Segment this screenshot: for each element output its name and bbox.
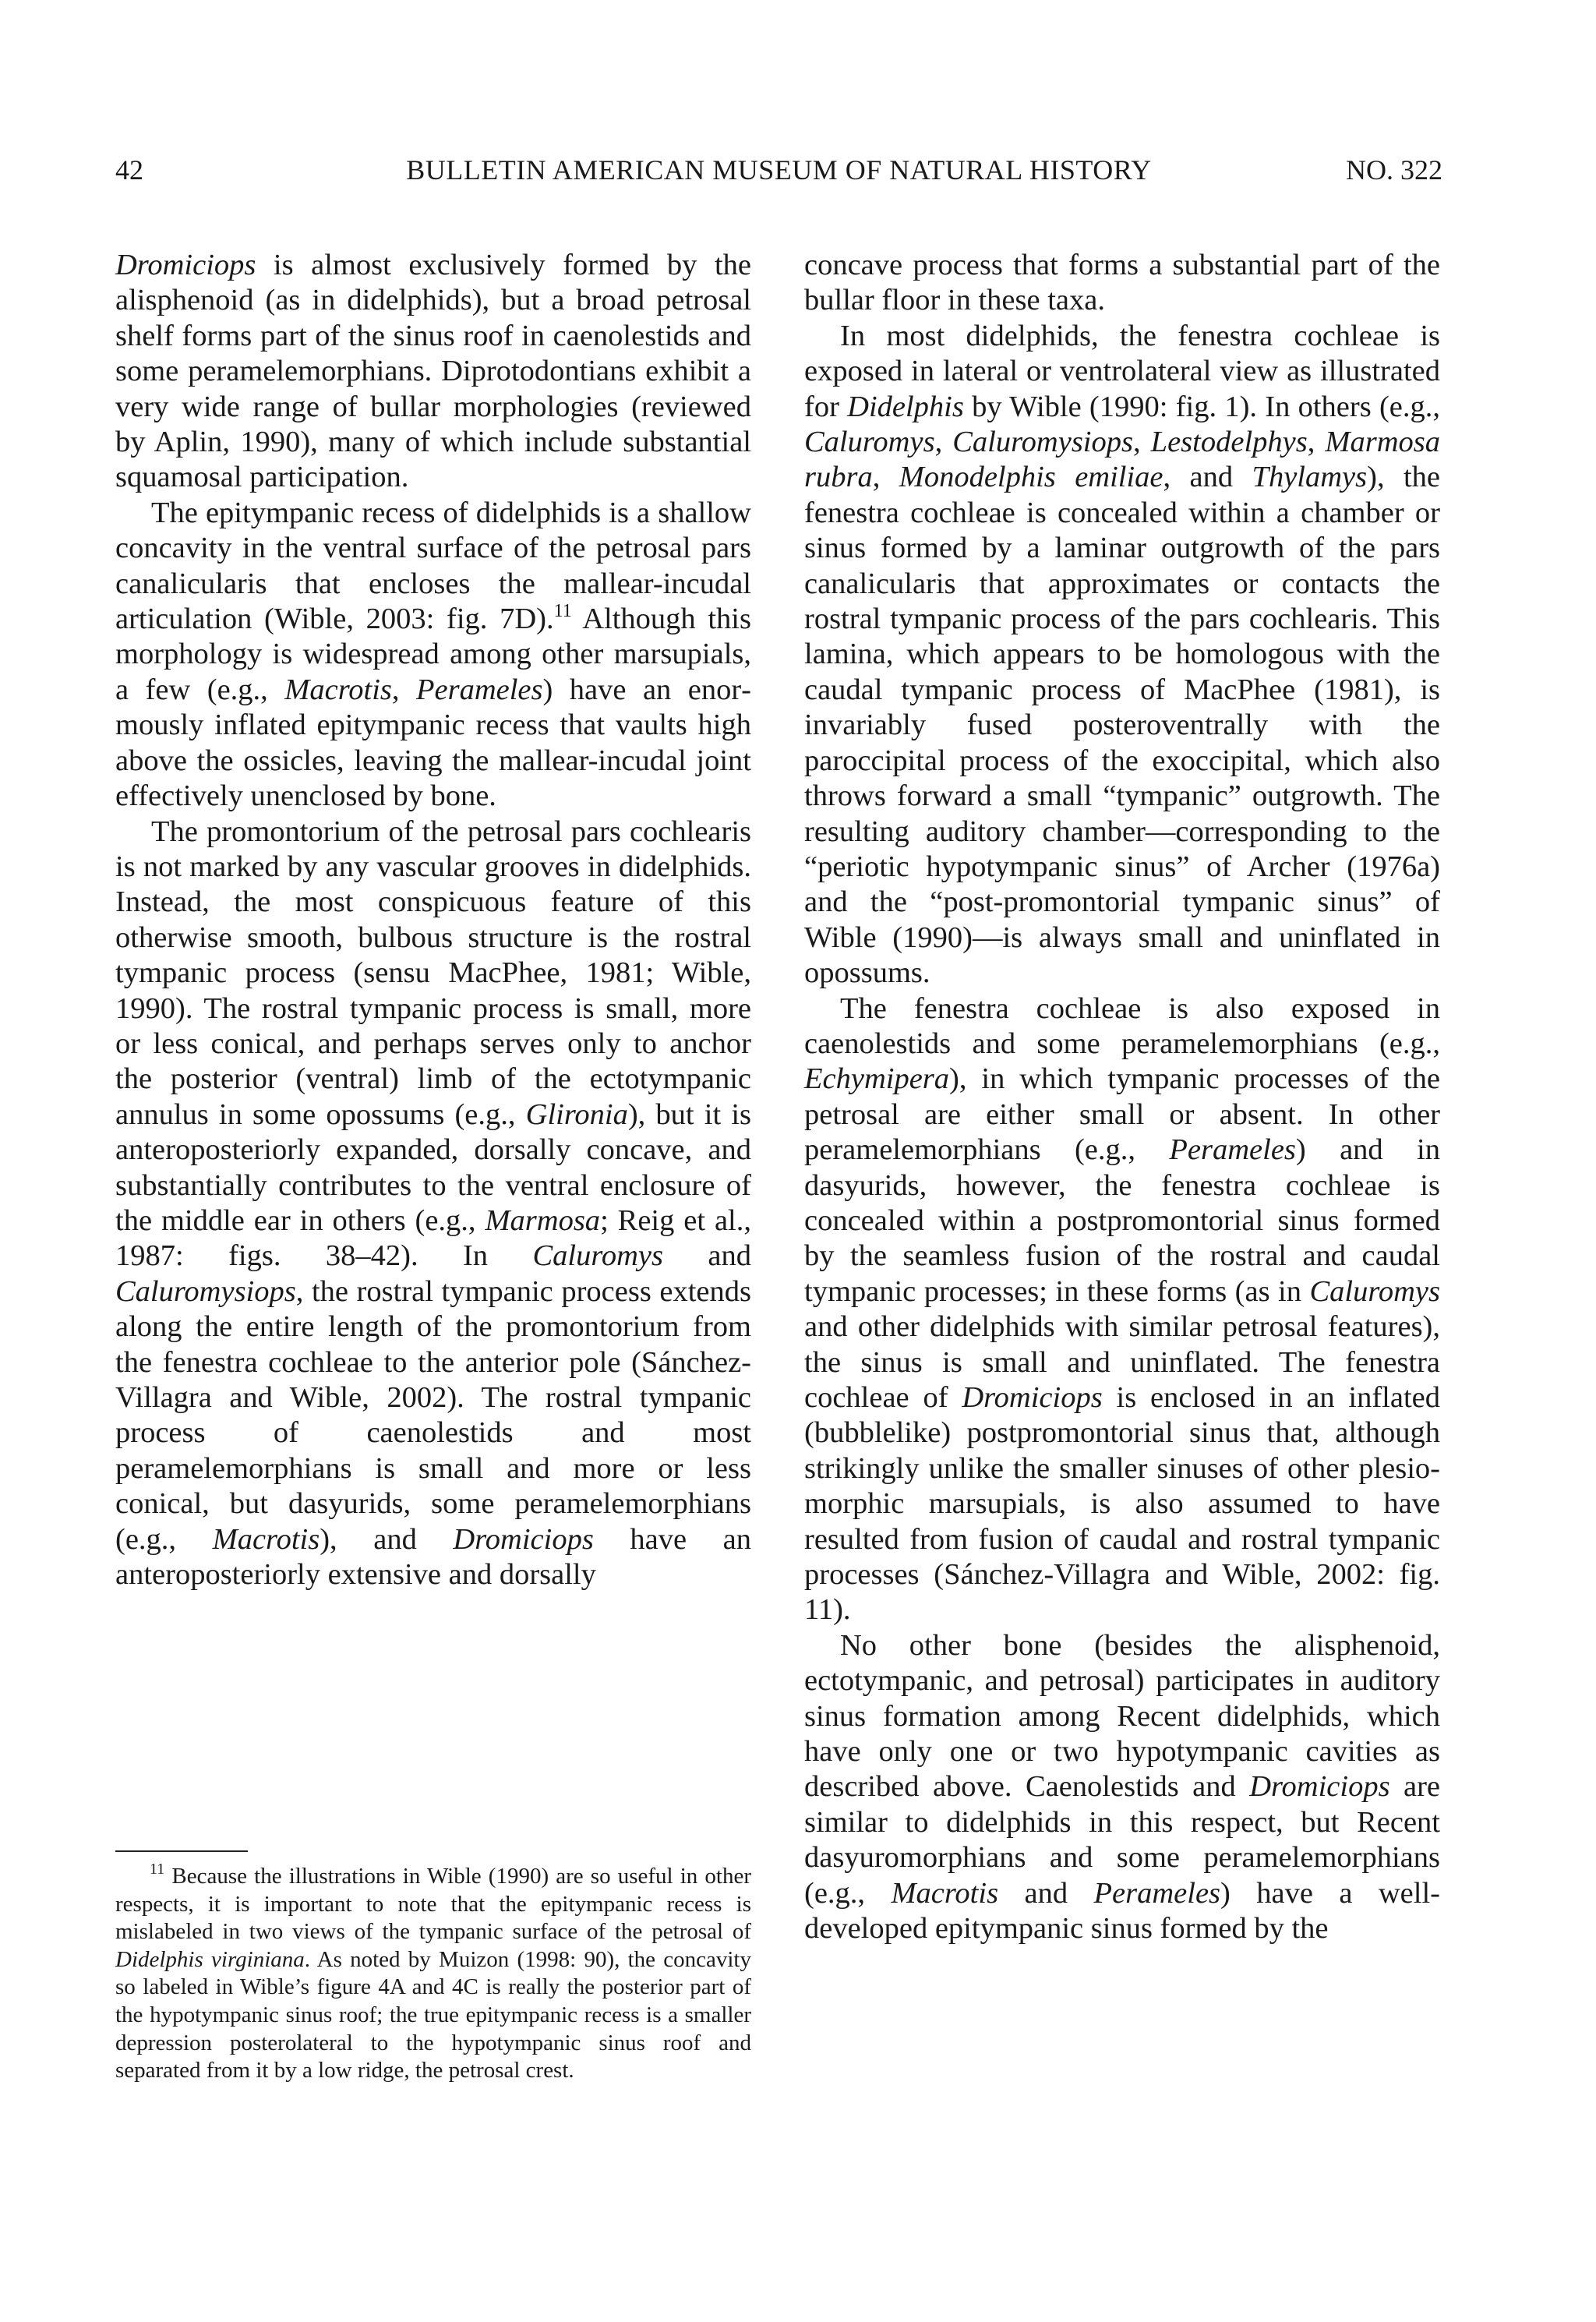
- issue-number: NO. 322: [1346, 154, 1442, 186]
- body-text: ), but it is anteroposteriorly expanded, dorsally concave, and substantially contributes to the ventral enclosure of the middle ear in others (e.g.,: [115, 1097, 751, 1237]
- body-text: concave process that forms a substantial part of the bullar floor in these taxa.: [804, 249, 1440, 317]
- body-text: ,: [1132, 426, 1151, 459]
- body-text: and: [998, 1876, 1094, 1910]
- body-text: Although this morphology is widespread among other marsupials, a few (e.g.,: [115, 603, 751, 706]
- taxon-name: Caluromys: [532, 1239, 664, 1273]
- taxon-name: Caluromys: [804, 426, 935, 459]
- taxon-name: Perameles: [1093, 1876, 1221, 1910]
- taxon-name: Macrotis: [284, 673, 392, 706]
- right-column: [804, 248, 1440, 1947]
- footnote-reference: 11: [553, 601, 572, 622]
- body-text: are similar to didelphids in this respect, but Recent dasyuromorphians and some peramelemorphians (e.g.,: [804, 1770, 1441, 1910]
- page-number: 42: [115, 154, 143, 186]
- footnote-text: Because the illustrations in Wible (1990) are so useful in other respects, it is important to note that the epitympanic recess is mislabeled in two views of the tympanic surface of the petrosal of: [115, 1864, 751, 1945]
- body-text: , and: [1163, 461, 1252, 494]
- body-text: ,: [872, 461, 899, 494]
- taxon-name: Dromiciops: [962, 1381, 1103, 1414]
- body-text: In most didelphids, the fenestra cochleae is exposed in lateral or ventrolateral view as illustrated for: [804, 319, 1440, 423]
- taxon-name: Perameles: [415, 673, 543, 706]
- footnote-mark: 11: [150, 1861, 165, 1878]
- taxon-name: Dromiciops: [1249, 1770, 1390, 1804]
- taxon-name: Macrotis: [212, 1522, 320, 1556]
- body-text: The fenestra cochleae is also exposed in caenolestids and some peramelemorphians (e.g.,: [804, 991, 1440, 1060]
- body-text: have an anteroposteriorly extensive and dorsally: [115, 1522, 751, 1592]
- footnote: [115, 1863, 751, 2085]
- left-column: [115, 248, 751, 1592]
- body-text: The promontorium of the petrosal pars cochlearis is not marked by any vascular grooves in didelphids. Instead, the most conspicuous feature of this otherwise smooth, bulbous structure is the rostral tympanic process (sensu MacPhee, 1981; Wible, 1990). The rostral tympanic process is small, more or less conical, and perhaps serves only to anchor the posterior (ventral) limb of the ectotympanic annulus in some opossums (e.g.,: [115, 815, 751, 1131]
- taxon-name: Marmosa: [485, 1203, 601, 1237]
- body-text: ,: [391, 673, 416, 706]
- body-text: is enclosed in an inflated (bubblelike) postpromontorial sinus that, although strikingly unlike the smaller sinuses of other plesiomorphic marsupials, is also assumed to have resulted from fusion of caudal and rostral tympanic processes (Sánchez-Villagra and Wible, 2002: fig. 11).: [804, 1381, 1440, 1627]
- body-text: ) and in dasyurids, however, the fenestra cochleae is concealed within a postpromontorial sinus formed by the seamless fusion of the rostral and caudal tympanic processes; in these forms (as in: [804, 1133, 1440, 1308]
- body-text: ,: [934, 426, 953, 459]
- left-paragraph-2: [115, 496, 751, 815]
- taxon-name: Caluromysiops: [952, 426, 1133, 459]
- taxon-name: Glironia: [525, 1097, 628, 1131]
- taxon-name: Caluromys: [1309, 1274, 1440, 1308]
- body-text: ), the fenestra cochleae is concealed within a chamber or sinus formed by a laminar outgrowth of the pars canalicularis that approximates or contacts the rostral tympanic process of the pars cochlearis. This lamina, which appears to be homologous with the caudal tympanic process of MacPhee (1981), is invariably fused posteroventrally with the paroccipital process of the exoccipital, which also throws forward a small “tympanic” outgrowth. The resulting auditory chamber—corresponding to the “periotic hypotympanic sinus” of Archer (1976a) and the “post-promontorial tympanic sinus” of Wible (1990)—is always small and uninflated in opossums.: [804, 461, 1441, 990]
- taxon-name: Caluromysiops: [115, 1274, 296, 1308]
- right-paragraph-2: [804, 319, 1440, 991]
- taxon-name: Marmosa rubra: [804, 426, 1440, 494]
- taxon-name: Lestodelphys: [1150, 426, 1308, 459]
- body-text: and other didelphids with similar petrosal features), the sinus is small and uninflated. The fenestra cochleae of: [804, 1310, 1440, 1414]
- body-text: ), and: [320, 1522, 454, 1556]
- body-text: ; Reig et al., 1987: figs. 38–42). In: [115, 1203, 752, 1273]
- body-text: by Wible (1990: fig. 1). In others (e.g.,: [963, 390, 1440, 423]
- body-text: is almost exclusively formed by the alisphenoid (as in didelphids), but a broad petrosal shelf forms part of the sinus roof in caenolestids and some peramelemorphians. Diprotodontians exhibit a very wide range of bullar morphologies (reviewed by Aplin, 1990), many of which include substantial squamosal participation.: [115, 249, 751, 494]
- taxon-name: Macrotis: [891, 1876, 999, 1910]
- taxon-name: Monodelphis emiliae: [899, 461, 1163, 494]
- body-text: ) have an enormously inflated epitympanic recess that vaults high above the ossicles, leaving the mallear-incudal joint effectively unenclosed by bone.: [115, 673, 751, 813]
- left-paragraph-3: [115, 815, 751, 1593]
- taxon-name: Didelphis: [847, 390, 964, 423]
- left-paragraph-1: [115, 248, 751, 496]
- taxon-name: Didelphis virginiana: [115, 1946, 305, 1972]
- body-text: ), in which tympanic processes of the petrosal are either small or absent. In other peramelemorphians (e.g.,: [804, 1062, 1440, 1167]
- taxon-name: Dromiciops: [453, 1522, 594, 1556]
- body-text: and: [663, 1239, 752, 1273]
- taxon-name: Thylamys: [1252, 461, 1368, 494]
- footnote-rule: [115, 1850, 248, 1852]
- footnote-paragraph: [115, 1863, 751, 2085]
- journal-title: BULLETIN AMERICAN MUSEUM OF NATURAL HISTORY: [406, 154, 1152, 186]
- taxon-name: Echymipera: [804, 1062, 950, 1096]
- taxon-name: Perameles: [1169, 1133, 1296, 1167]
- body-text: The epitympanic recess of didelphids is a shallow concavity in the ventral surface of the petrosal pars canalicularis that encloses the mallear-incudal articulation (Wible, 2003: fig. 7D).: [115, 496, 751, 636]
- taxon-name: Dromiciops: [115, 249, 256, 281]
- right-paragraph-4: [804, 1628, 1440, 1947]
- body-text: ) have a well-developed epitympanic sinus formed by the: [804, 1876, 1440, 1946]
- body-text: , the rostral tympanic process extends along the entire length of the promontorium from the fenestra cochleae to the anterior pole (Sánchez-Villagra and Wible, 2002). The rostral tympanic process of caenolestids and most peramelemorphians is small and more or less conical, but dasyurids, some peramelemorphians (e.g.,: [115, 1274, 751, 1556]
- body-text: No other bone (besides the alisphenoid, ectotympanic, and petrosal) participates in auditory sinus formation among Recent didelphids, which have only one or two hypotympanic cavities as described above. Caenolestids and: [804, 1628, 1440, 1804]
- body-text: ,: [1307, 426, 1326, 459]
- footnote-text: . As noted by Muizon (1998: 90), the concavity so labeled in Wible’s figure 4A and 4C is really the posterior part of the hypotympanic sinus roof; the true epitympanic recess is a smaller depression posterolateral to the hypotympanic sinus roof and separated from it by a low ridge, the petrosal crest.: [115, 1946, 751, 2083]
- running-head: [115, 147, 1442, 193]
- right-paragraph-3: [804, 991, 1440, 1628]
- right-paragraph-1: [804, 248, 1440, 319]
